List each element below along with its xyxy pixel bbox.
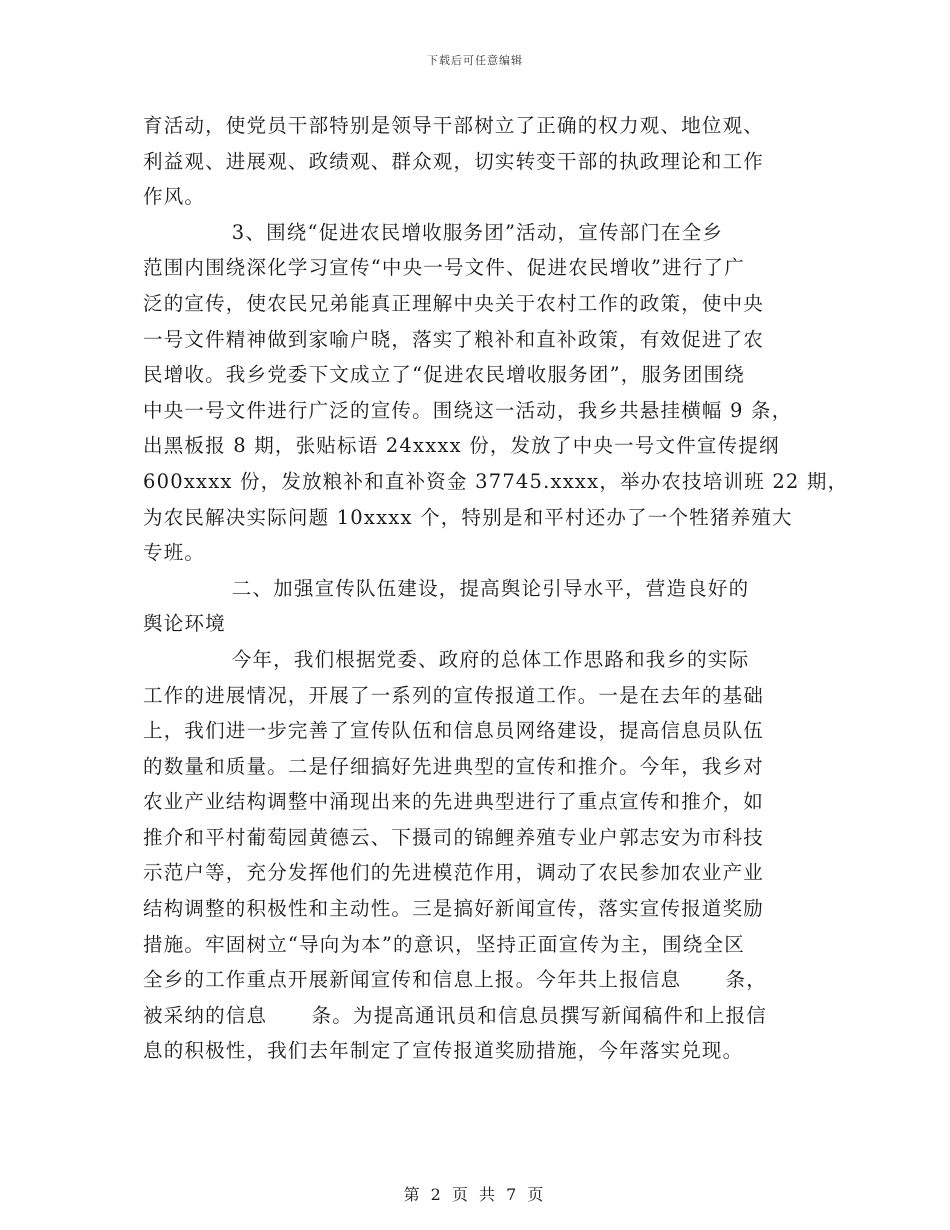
text-line: 示范户等，充分发挥他们的先进模范作用，调动了农民参加农业产业 (143, 861, 765, 885)
text-line: 被采纳的信息 条。为提高通讯员和信息员撰写新闻稿件和上报信 (143, 1003, 767, 1027)
text-line: 全乡的工作重点开展新闻宣传和信息上报。今年共上报信息 条， (143, 968, 767, 992)
text-line: 一号文件精神做到家喻户晓，落实了粮补和直补政策，有效促进了农 (143, 327, 765, 351)
text-line: 农业产业结构调整中涌现出来的先进典型进行了重点宣传和推介，如 (143, 790, 765, 814)
text-line: 3、围绕“促进农民增收服务团”活动，宣传部门在全乡 (143, 220, 724, 244)
text-line: 的数量和质量。二是仔细搞好先进典型的宣传和推介。今年，我乡对 (143, 754, 765, 778)
text-line: 范围内围绕深化学习宣传“中央一号文件、促进农民增收”进行了广 (143, 256, 745, 280)
text-line: 育活动，使党员干部特别是领导干部树立了正确的权力观、地位观、 (143, 114, 765, 137)
document-body (143, 108, 849, 1069)
text-line: 推介和平村葡萄园黄德云、下摄司的锦鲤养殖专业户郭志安为市科技 (143, 825, 765, 849)
section-heading-line: 舆论环境 (143, 612, 226, 636)
text-line: 为农民解决实际问题 10xxxx 个，特别是和平村还办了一个牲猪养殖大 (143, 505, 793, 529)
text-line: 出黑板报 8 期，张贴标语 24xxxx 份，发放了中央一号文件宣传提纲 (143, 434, 780, 458)
text-line: 民增收。我乡党委下文成立了“促进农民增收服务团”，服务团围绕 (143, 363, 745, 387)
text-line: 今年，我们根据党委、政府的总体工作思路和我乡的实际 (143, 647, 750, 671)
text-line: 中央一号文件进行广泛的宣传。围绕这一活动，我乡共悬挂横幅 9 条， (143, 398, 793, 422)
text-line: 结构调整的积极性和主动性。三是搞好新闻宣传，落实宣传报道奖励 (143, 897, 765, 921)
text-line: 措施。牢固树立“导向为本”的意识，坚持正面宣传为主，围绕全区 (143, 932, 745, 956)
text-line: 600xxxx 份，发放粮补和直补资金 37745.xxxx，举办农技培训班 22 期， (143, 469, 849, 493)
text-line: 工作的进展情况，开展了一系列的宣传报道工作。一是在去年的基础 (143, 683, 765, 707)
section-heading-line: 二、加强宣传队伍建设，提高舆论引导水平，营造良好的 (143, 576, 750, 600)
text-line: 作风。 (143, 185, 206, 209)
text-line: 息的积极性，我们去年制定了宣传报道奖励措施，今年落实兑现。 (143, 1039, 744, 1063)
text-line: 上，我们进一步完善了宣传队伍和信息员网络建设，提高信息员队伍 (143, 719, 765, 743)
text-line: 利益观、进展观、政绩观、群众观，切实转变干部的执政理论和工作 (143, 149, 765, 173)
text-line: 泛的宣传，使农民兄弟能真正理解中央关于农村工作的政策，使中央 (143, 291, 765, 315)
text-line: 专班。 (143, 541, 206, 565)
page-footer: 第 2 页 共 7 页 (403, 1185, 547, 1204)
page-header: 下载后可任意编辑 (427, 54, 523, 67)
